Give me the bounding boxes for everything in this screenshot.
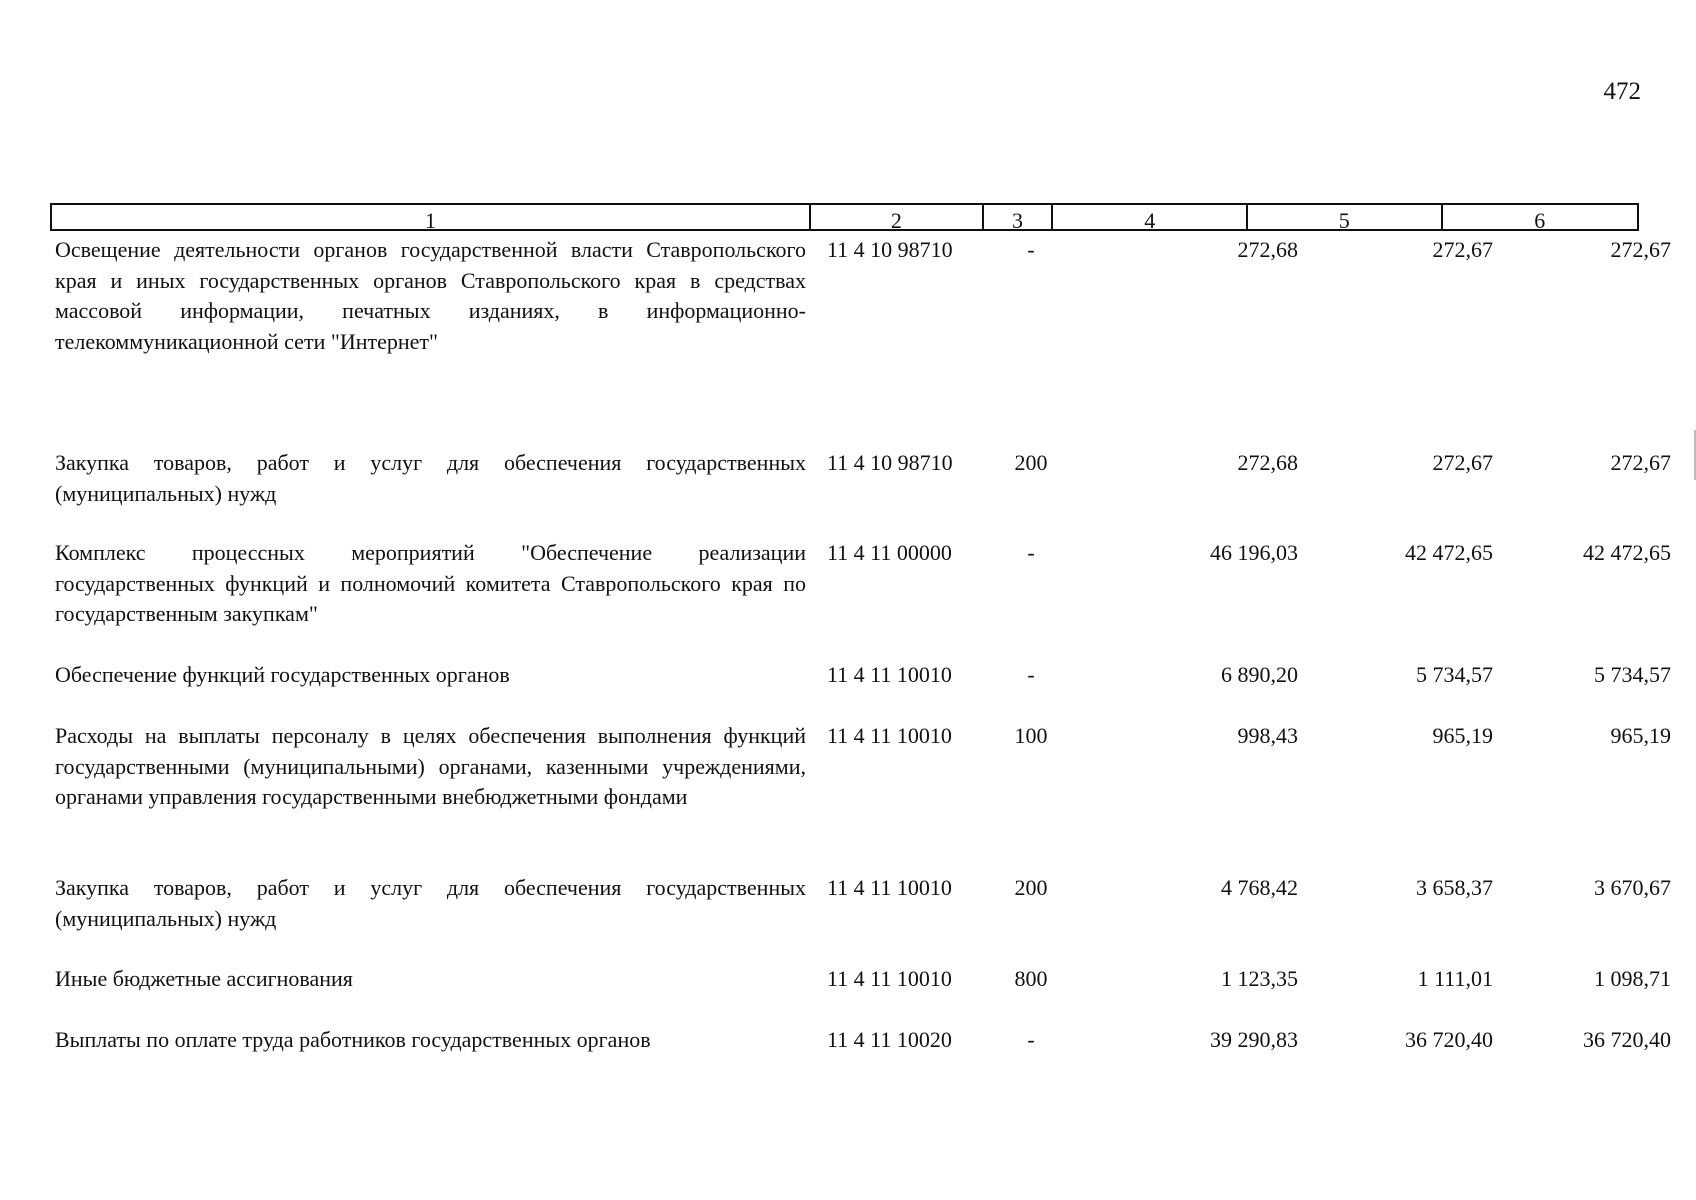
row-expense-type: 100 bbox=[1014, 723, 1048, 748]
row-value-col6: 272,67 bbox=[1610, 237, 1671, 262]
row-code: 11 4 10 98710 bbox=[827, 237, 953, 262]
row-value-col5: 272,67 bbox=[1432, 237, 1493, 262]
row-code: 11 4 11 00000 bbox=[827, 540, 952, 565]
row-expense-type: - bbox=[1027, 1027, 1035, 1052]
page-number: 472 bbox=[1603, 78, 1641, 105]
row-code: 11 4 11 10020 bbox=[827, 1027, 952, 1052]
row-description: Обеспечение функций государственных органов bbox=[55, 662, 510, 687]
row-expense-type: - bbox=[1027, 540, 1035, 565]
row-value-col4: 1 123,35 bbox=[1221, 966, 1298, 991]
row-value-col6: 5 734,57 bbox=[1594, 662, 1671, 687]
row-value-col5: 272,67 bbox=[1432, 450, 1493, 475]
row-expense-type: 800 bbox=[1014, 966, 1048, 991]
row-value-col4: 39 290,83 bbox=[1210, 1027, 1298, 1052]
row-expense-type: - bbox=[1027, 237, 1035, 262]
row-value-col4: 46 196,03 bbox=[1210, 540, 1298, 565]
row-value-col4: 6 890,20 bbox=[1221, 662, 1298, 687]
row-description: Освещение деятельности органов государственной власти Ставропольского края и иных государственных органов Ставропольского края в средствах массовой информации, печатных изданиях, в информационно-телекоммуникационной сети "Интернет" bbox=[55, 237, 806, 354]
row-description: Закупка товаров, работ и услуг для обеспечения государственных (муниципальных) нужд bbox=[55, 875, 806, 931]
row-value-col6: 42 472,65 bbox=[1583, 540, 1671, 565]
row-code: 11 4 10 98710 bbox=[827, 450, 953, 475]
row-value-col5: 5 734,57 bbox=[1416, 662, 1493, 687]
header-col-5: 5 bbox=[1248, 205, 1443, 229]
row-value-col6: 965,19 bbox=[1610, 723, 1671, 748]
row-value-col4: 998,43 bbox=[1237, 723, 1298, 748]
header-col-6: 6 bbox=[1534, 208, 1546, 233]
row-value-col6: 272,67 bbox=[1610, 450, 1671, 475]
row-value-col5: 965,19 bbox=[1432, 723, 1493, 748]
row-value-col4: 272,68 bbox=[1237, 237, 1298, 262]
row-code: 11 4 11 10010 bbox=[827, 875, 952, 900]
row-description: Расходы на выплаты персоналу в целях обеспечения выполнения функций государственными (муниципальными) органами, казенными учреждениями, органами управления государственными внебюджетными фондами bbox=[55, 723, 806, 809]
header-col-3: 3 bbox=[984, 205, 1054, 229]
row-description: Иные бюджетные ассигнования bbox=[55, 966, 353, 991]
table-header-row bbox=[50, 203, 1639, 231]
row-value-col5: 42 472,65 bbox=[1405, 540, 1493, 565]
row-value-col6: 1 098,71 bbox=[1594, 966, 1671, 991]
row-description: Выплаты по оплате труда работников государственных органов bbox=[55, 1027, 651, 1052]
row-expense-type: - bbox=[1027, 662, 1035, 687]
row-value-col4: 4 768,42 bbox=[1221, 875, 1298, 900]
row-value-col5: 3 658,37 bbox=[1416, 875, 1493, 900]
row-expense-type: 200 bbox=[1014, 875, 1048, 900]
header-col-4: 4 bbox=[1053, 205, 1248, 229]
row-value-col4: 272,68 bbox=[1237, 450, 1298, 475]
row-code: 11 4 11 10010 bbox=[827, 966, 952, 991]
row-description: Закупка товаров, работ и услуг для обеспечения государственных (муниципальных) нужд bbox=[55, 450, 806, 506]
row-code: 11 4 11 10010 bbox=[827, 723, 952, 748]
row-expense-type: 200 bbox=[1014, 450, 1048, 475]
row-value-col6: 3 670,67 bbox=[1594, 875, 1671, 900]
header-col-1: 1 bbox=[52, 205, 811, 229]
row-description: Комплекс процессных мероприятий "Обеспечение реализации государственных функций и полномочий комитета Ставропольского края по государственным закупкам" bbox=[55, 540, 806, 626]
header-col-2: 2 bbox=[811, 205, 984, 229]
row-code: 11 4 11 10010 bbox=[827, 662, 952, 687]
row-value-col6: 36 720,40 bbox=[1583, 1027, 1671, 1052]
row-value-col5: 1 111,01 bbox=[1417, 966, 1493, 991]
row-value-col5: 36 720,40 bbox=[1405, 1027, 1493, 1052]
